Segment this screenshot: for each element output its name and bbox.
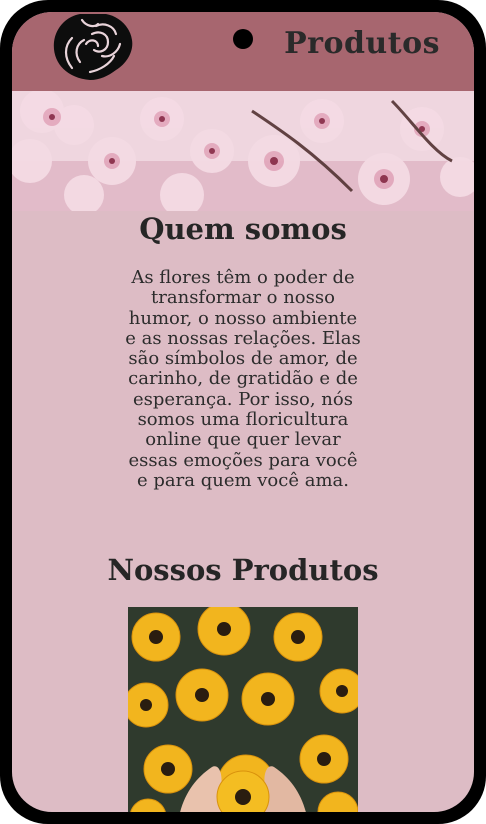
product-image-yellow-flowers[interactable] (128, 607, 358, 812)
header-bar (12, 12, 474, 91)
rose-logo-icon[interactable] (46, 12, 134, 84)
products-title: Nossos Produtos (107, 553, 379, 587)
about-paragraph: As flores têm o poder de transformar o nosso humor, o nosso ambiente e as nossas relações. Elas são símbolos de amor, de carinho, de gratidão e de esperança. Por isso, nós somos uma floricultura online que quer levar essas emoções para você e para quem você ama. (125, 267, 361, 491)
camera-dot (233, 29, 253, 49)
about-title: Quem somos (139, 212, 347, 246)
hero-banner-image (12, 91, 474, 211)
header-title: Produtos (284, 26, 440, 61)
screen (12, 12, 474, 812)
